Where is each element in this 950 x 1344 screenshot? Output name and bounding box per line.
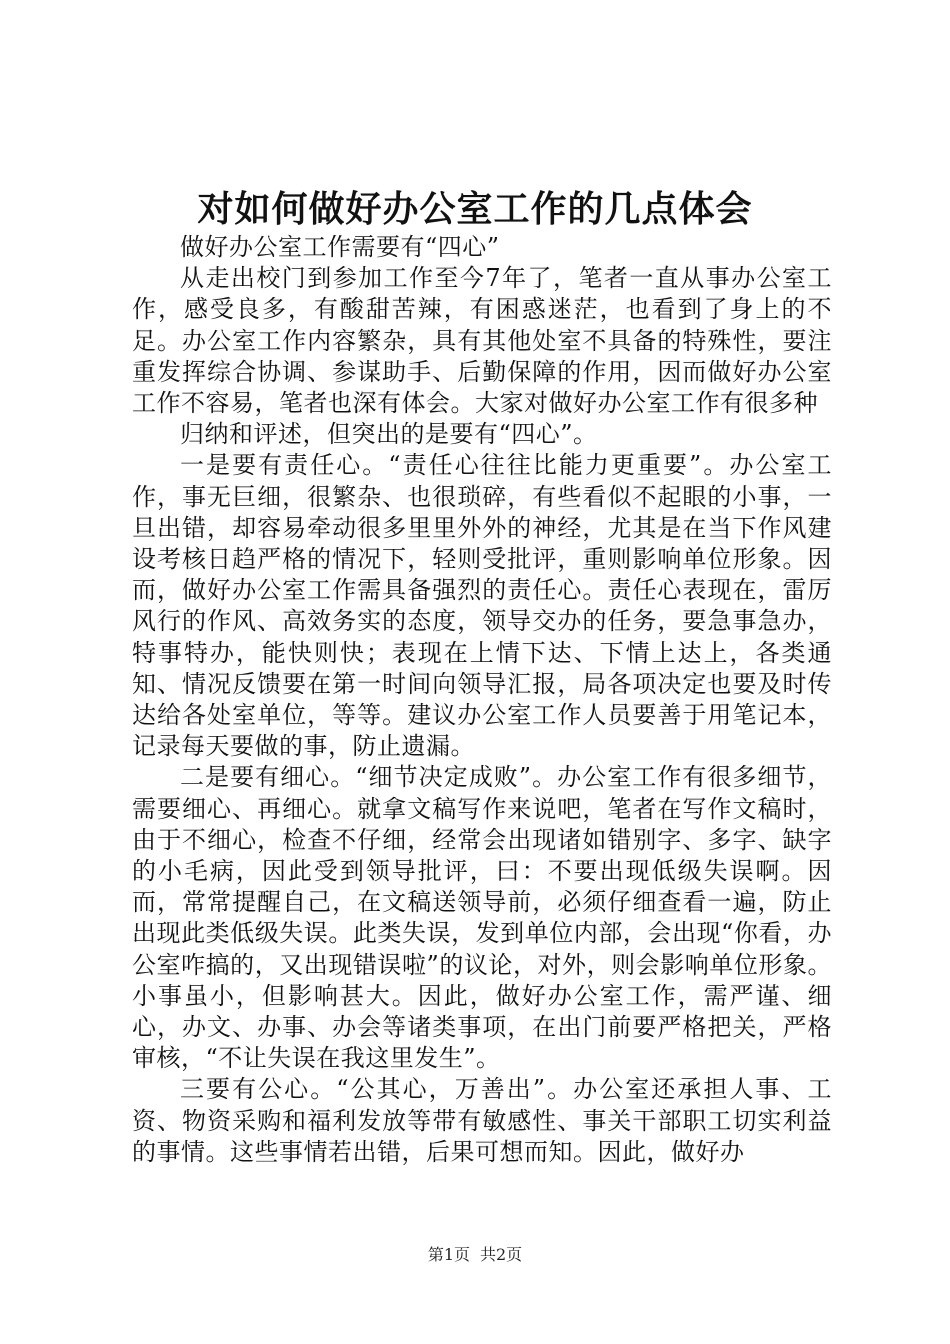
paragraph: 二是要有细心。“细节决定成败”。办公室工作有很多细节，需要细心、再细心。就拿文稿写作来说吧，笔者在写作文稿时，由于不细心，检查不仔细，经常会出现诸如错别字、多字、缺字的小毛病，因此受到领导批评，曰：不要出现低级失误啊。因而，常常提醒自己，在文稿送领导前，必须仔细查看一遍，防止出现此类低级失误。此类失误，发到单位内部，会出现“你看，办公室咋搞的，又出现错误啦”的议论，对外，则会影响单位形象。小事虽小，但影响甚大。因此，做好办公室工作，需严谨、细心，办文、办事、办会等诸类事项，在出门前要严格把关，严格审核，“不让失误在我这里发生”。 (132, 763, 832, 1073)
paragraph: 三要有公心。“公其心，万善出”。办公室还承担人事、工资、物资采购和福利发放等带有敏感性、事关干部职工切实利益的事情。这些事情若出错，后果可想而知。因此，做好办 (132, 1075, 832, 1166)
document-body (132, 232, 832, 1168)
paragraph: 从走出校门到参加工作至今7年了，笔者一直从事办公室工作，感受良多，有酸甜苦辣，有困惑迷茫，也看到了身上的不足。办公室工作内容繁杂，具有其他处室不具备的特殊性，要注重发挥综合协调、参谋助手、后勤保障的作用，因而做好办公室工作不容易，笔者也深有体会。大家对做好办公室工作有很多种 (132, 264, 832, 418)
page-title: 对如何做好办公室工作的几点体会 (197, 188, 753, 230)
paragraph-heading: 做好办公室工作需要有“四心” (180, 233, 500, 261)
paragraph: 一是要有责任心。“责任心往往比能力更重要”。办公室工作，事无巨细，很繁杂、也很琐碎，有些看似不起眼的小事，一旦出错，却容易牵动很多里里外外的神经，尤其是在当下作风建设考核日趋严格的情况下，轻则受批评，重则影响单位形象。因而，做好办公室工作需具备强烈的责任心。责任心表现在，雷厉风行的作风、高效务实的态度，领导交办的任务，要急事急办，特事特办，能快则快；表现在上情下达、下情上达上，各类通知、情况反馈要在第一时间向领导汇报，局各项决定也要及时传达给各处室单位，等等。建议办公室工作人员要善于用笔记本，记录每天要做的事，防止遗漏。 (132, 451, 832, 761)
page-footer (0, 1244, 950, 1266)
paragraph: 归纳和评述，但突出的是要有“四心”。 (180, 420, 598, 449)
page-number: 第1页 (427, 1245, 470, 1264)
page-total: 共2页 (480, 1245, 523, 1264)
